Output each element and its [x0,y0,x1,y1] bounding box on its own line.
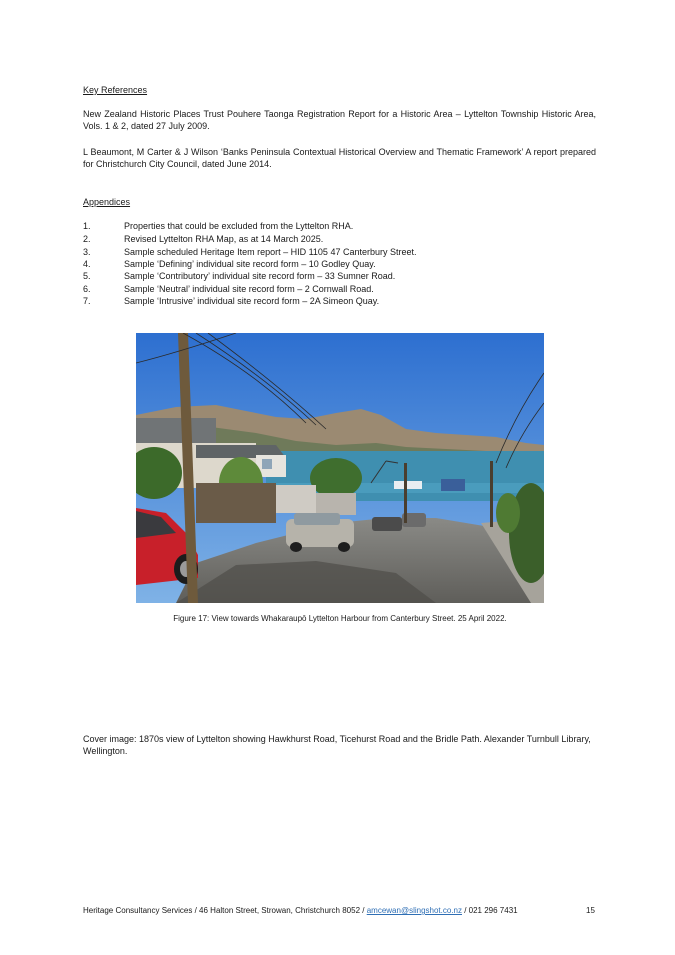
footer-email-link[interactable]: amcewan@slingshot.co.nz [366,906,462,915]
appendix-number: 5. [83,271,91,281]
appendix-number: 4. [83,259,91,269]
footer-address: Heritage Consultancy Services / 46 Halton Street, Strowan, Christchurch 8052 / [83,906,367,915]
appendix-number: 1. [83,221,91,231]
appendix-item: Revised Lyttelton RHA Map, as at 14 March 2025. [124,234,324,244]
appendix-number: 3. [83,247,91,257]
key-references-heading: Key References [83,85,148,95]
appendix-item: Sample ‘Intrusive’ individual site record form – 2A Simeon Quay. [124,296,380,306]
appendix-item: Sample ‘Defining’ individual site record form – 10 Godley Quay. [124,259,376,269]
appendices-heading: Appendices [83,197,131,207]
cover-image-note: Cover image: 1870s view of Lyttelton showing Hawkhurst Road, Ticehurst Road and the Bridle Path. Alexander Turnbull Library, Wellington. [83,734,591,756]
reference-item: New Zealand Historic Places Trust Pouhere Taonga Registration Report for a Historic Area – Lyttelton Township Historic Area, Vols. 1 & 2, dated 27 July 2009. [83,109,596,131]
appendix-number: 2. [83,234,91,244]
page-number: 15 [586,906,595,915]
figure-caption: Figure 17: View towards Whakaraupō Lyttelton Harbour from Canterbury Street. 25 April 2022. [173,614,507,623]
footer-phone: / 021 296 7431 [461,906,518,915]
harbour-street-photo [136,333,544,603]
appendix-item: Sample ‘Contributory’ individual site record form – 33 Sumner Road. [124,271,396,281]
reference-item: L Beaumont, M Carter & J Wilson ‘Banks Peninsula Contextual Historical Overview and Thematic Framework’ A report prepared for Christchurch City Council, dated June 2014. [83,147,596,169]
page-footer [83,906,518,916]
appendix-number: 6. [83,284,91,294]
appendix-number: 7. [83,296,91,306]
appendix-item: Sample ‘Neutral’ individual site record form – 2 Cornwall Road. [124,284,374,294]
appendix-item: Sample scheduled Heritage Item report – HID 1105 47 Canterbury Street. [124,247,417,257]
appendix-item: Properties that could be excluded from the Lyttelton RHA. [124,221,354,231]
